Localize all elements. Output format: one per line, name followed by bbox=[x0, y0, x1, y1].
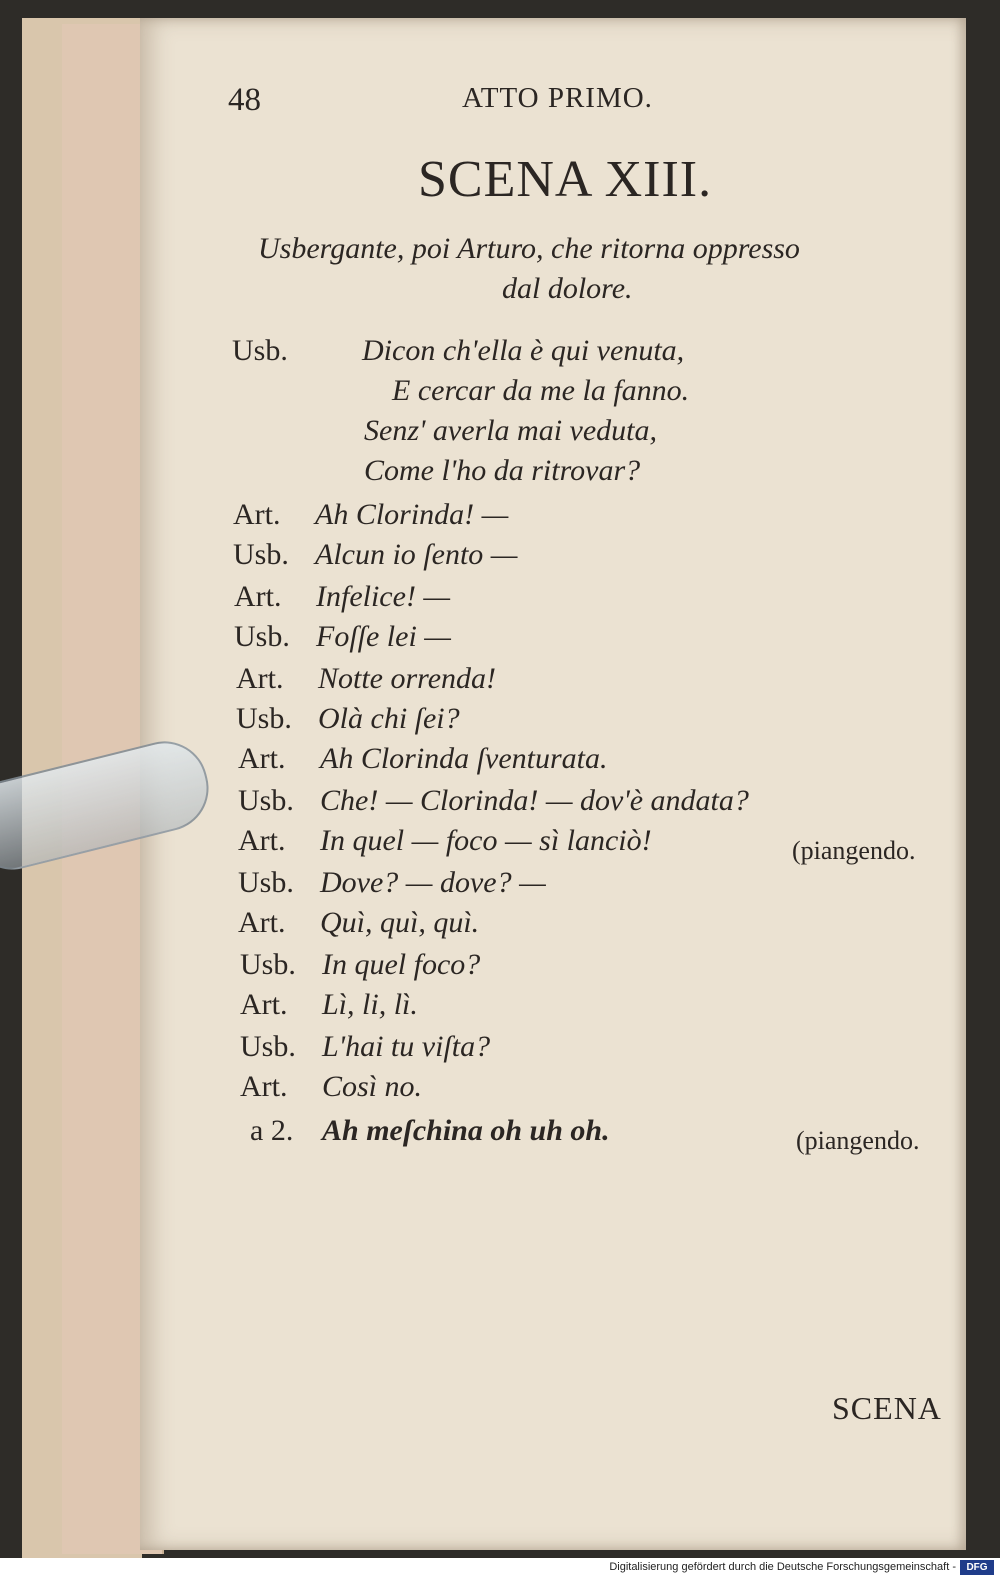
speaker-label: Art. bbox=[234, 580, 282, 613]
line-text: Come l'ho da ritrovar? bbox=[364, 454, 641, 487]
speaker-label: Usb. bbox=[234, 620, 290, 653]
dfg-logo: DFG bbox=[960, 1560, 994, 1575]
line-text: E cercar da me la fanno. bbox=[392, 374, 690, 407]
speaker-label: Usb. bbox=[240, 1030, 296, 1063]
speaker-label: Usb. bbox=[236, 702, 292, 735]
speaker-label: Art. bbox=[238, 824, 286, 857]
line-text: Senz' averla mai veduta, bbox=[364, 414, 658, 447]
speaker-label: Art. bbox=[238, 906, 286, 939]
footer-bar bbox=[0, 1558, 1000, 1578]
line-text: Quì, quì, quì. bbox=[320, 906, 480, 939]
line-text: Ah Clorinda ſventurata. bbox=[320, 742, 608, 775]
stage-direction-line-2: dal dolore. bbox=[502, 272, 633, 305]
stage-note: (piangendo. bbox=[796, 1126, 920, 1155]
stage-direction-line-1: Usbergante, poi Arturo, che ritorna oppresso bbox=[258, 232, 800, 265]
line-text: In quel foco? bbox=[322, 948, 481, 981]
speaker-label: Usb. bbox=[233, 538, 289, 571]
line-text: Così no. bbox=[322, 1070, 423, 1103]
running-title: ATTO PRIMO. bbox=[462, 82, 653, 114]
line-text: Lì, li, lì. bbox=[322, 988, 418, 1021]
line-text: L'hai tu viſta? bbox=[322, 1030, 491, 1063]
speaker-label: Usb. bbox=[238, 784, 294, 817]
line-text: Ah meſchina oh uh oh. bbox=[322, 1114, 610, 1147]
speaker-label: Art. bbox=[236, 662, 284, 695]
speaker-label: Art. bbox=[233, 498, 281, 531]
speaker-label: Usb. bbox=[232, 334, 288, 367]
speaker-label: Usb. bbox=[240, 948, 296, 981]
line-text: Alcun io ſento — bbox=[315, 538, 518, 571]
footer-credit: Digitalisierung gefördert durch die Deutsche Forschungsgemeinschaft - bbox=[609, 1561, 956, 1573]
speaker-label: Art. bbox=[240, 988, 288, 1021]
line-text: Che! — Clorinda! — dov'è andata? bbox=[320, 784, 749, 817]
line-text: Infelice! — bbox=[316, 580, 451, 613]
speaker-label: a 2. bbox=[250, 1114, 294, 1147]
page-number: 48 bbox=[228, 82, 261, 118]
line-text: Dove? — dove? — bbox=[320, 866, 546, 899]
line-text: Dicon ch'ella è qui venuta, bbox=[362, 334, 685, 367]
speaker-label: Art. bbox=[240, 1070, 288, 1103]
line-text: Olà chi ſei? bbox=[318, 702, 460, 735]
catchword: SCENA bbox=[832, 1390, 942, 1426]
line-text: In quel — foco — sì lanciò! bbox=[320, 824, 652, 857]
line-text: Foſſe lei — bbox=[316, 620, 451, 653]
scene-title: SCENA XIII. bbox=[418, 151, 713, 208]
stage-note: (piangendo. bbox=[792, 836, 916, 865]
line-text: Notte orrenda! bbox=[318, 662, 497, 695]
speaker-label: Art. bbox=[238, 742, 286, 775]
speaker-label: Usb. bbox=[238, 866, 294, 899]
line-text: Ah Clorinda! — bbox=[315, 498, 509, 531]
